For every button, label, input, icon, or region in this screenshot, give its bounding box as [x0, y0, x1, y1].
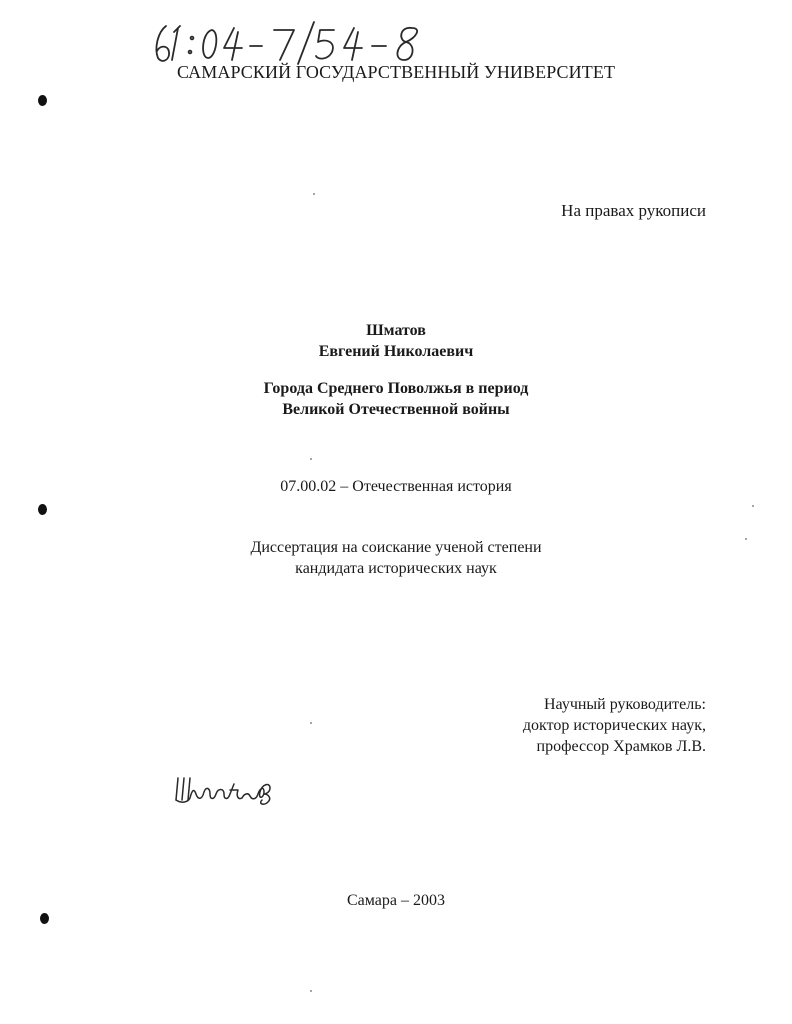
supervisor-name: профессор Храмков Л.В.	[536, 738, 706, 755]
manuscript-note: На правах рукописи	[561, 201, 706, 220]
punch-hole-middle	[38, 504, 47, 515]
scan-speck	[310, 722, 312, 724]
title-line-2: Великой Отечественной войны	[282, 401, 510, 418]
university-name: САМАРСКИЙ ГОСУДАРСТВЕННЫЙ УНИВЕРСИТЕТ	[176, 62, 616, 82]
author-given-names: Евгений Николаевич	[318, 343, 474, 360]
punch-hole-top	[38, 95, 47, 106]
specialty-code: 07.00.02 – Отечественная история	[280, 478, 512, 495]
author-signature	[172, 770, 282, 814]
supervisor-block	[523, 694, 706, 757]
title-line-1: Города Среднего Поволжья в период	[263, 380, 529, 397]
supervisor-degree: доктор исторических наук,	[522, 717, 706, 734]
punch-hole-bottom	[40, 913, 49, 924]
scan-speck	[313, 193, 315, 195]
city-year: Самара – 2003	[347, 892, 445, 909]
author-block	[0, 320, 792, 362]
dissertation-title	[0, 378, 792, 420]
author-surname: Шматов	[366, 322, 426, 339]
degree-line-1: Диссертация на соискание ученой степени	[250, 539, 542, 556]
scan-speck	[310, 458, 312, 460]
degree-line-2: кандидата исторических наук	[295, 560, 497, 577]
scan-speck	[752, 505, 754, 507]
scan-speck	[745, 538, 747, 540]
degree-statement	[0, 537, 792, 579]
scan-speck	[310, 990, 312, 992]
supervisor-label: Научный руководитель:	[543, 696, 706, 713]
archive-code-handwritten	[150, 18, 450, 66]
